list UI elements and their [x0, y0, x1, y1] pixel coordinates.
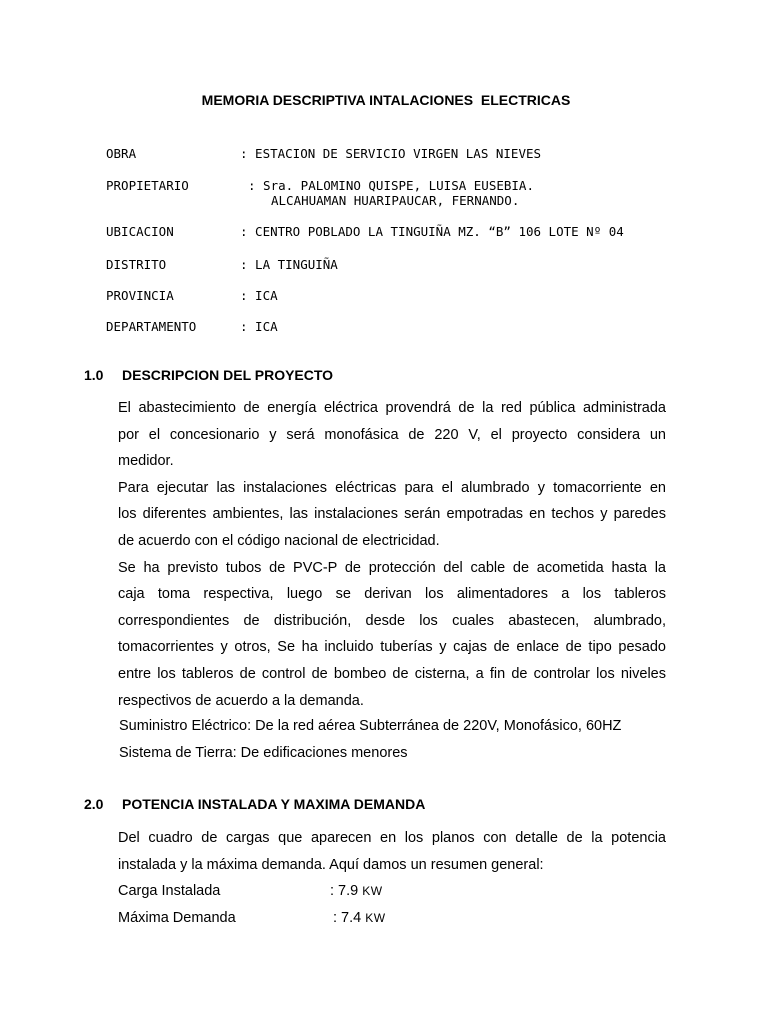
sistema-tierra: Sistema de Tierra: De edificaciones menores	[119, 745, 408, 761]
info-label: PROVINCIA	[106, 288, 174, 303]
section-2-title: POTENCIA INSTALADA Y MAXIMA DEMANDA	[122, 796, 426, 812]
info-value: : LA TINGUIÑA	[240, 257, 338, 272]
suministro-electrico: Suministro Eléctrico: De la red aérea Subterránea de 220V, Monofásico, 60HZ	[119, 718, 622, 734]
info-value: : CENTRO POBLADO LA TINGUIÑA MZ. “B” 106 LOTE Nº 04	[240, 224, 624, 239]
carga-instalada-unit: KW	[362, 884, 383, 898]
info-label: DEPARTAMENTO	[106, 319, 197, 334]
info-label: DISTRITO	[106, 257, 167, 272]
body-line: respectivos de acuerdo a la demanda.	[118, 692, 364, 709]
body-line: los diferentes ambientes, las instalaciones serán empotradas en techos y paredes	[118, 506, 666, 523]
info-label: PROPIETARIO	[106, 178, 189, 193]
body-line: correspondientes de distribución, desde los cuales abastecen, alumbrado,	[118, 612, 666, 629]
section-1-body	[118, 395, 666, 714]
body-line: Se ha previsto tubos de PVC-P de protección del cable de acometida hasta la	[118, 559, 666, 576]
body-line: Del cuadro de cargas que aparecen en los planos con detalle de la potencia	[118, 830, 666, 846]
section-1-number: 1.0	[84, 367, 104, 383]
body-line: medidor.	[118, 453, 174, 470]
info-value-second-line: ALCAHUAMAN HUARIPAUCAR, FERNANDO.	[271, 193, 520, 208]
info-value: : ICA	[240, 319, 278, 334]
carga-instalada-label: Carga Instalada	[118, 883, 221, 899]
carga-instalada-value	[330, 883, 383, 899]
body-line: caja toma respectiva, luego se derivan los alimentadores a los tableros	[118, 586, 666, 603]
section-1-title: DESCRIPCION DEL PROYECTO	[122, 367, 334, 383]
section-2-body	[118, 825, 666, 878]
body-line: entre los tableros de control de bombeo de cisterna, a fin de controlar los niveles	[118, 665, 666, 682]
body-line: por el concesionario y será monofásica de 220 V, el proyecto considera un	[118, 426, 666, 443]
body-line: Para ejecutar las instalaciones eléctricas para el alumbrado y tomacorriente en	[118, 479, 666, 496]
info-label: UBICACION	[106, 224, 174, 239]
info-value: : Sra. PALOMINO QUISPE, LUISA EUSEBIA.	[248, 178, 534, 193]
info-value: : ICA	[240, 288, 278, 303]
maxima-demanda-number: : 7.4	[333, 910, 366, 926]
body-line: El abastecimiento de energía eléctrica provendrá de la red pública administrada	[118, 400, 666, 416]
body-line: de acuerdo con el código nacional de electricidad.	[118, 532, 440, 549]
info-value: : ESTACION DE SERVICIO VIRGEN LAS NIEVES	[240, 146, 542, 161]
maxima-demanda-unit: KW	[365, 911, 386, 925]
body-line: instalada y la máxima demanda. Aquí damos un resumen general:	[118, 856, 544, 873]
info-label: OBRA	[106, 146, 137, 161]
carga-instalada-number: : 7.9	[330, 883, 363, 899]
section-2-number: 2.0	[84, 796, 104, 812]
maxima-demanda-value	[333, 910, 386, 926]
document-title: MEMORIA DESCRIPTIVA INTALACIONES ELECTRICAS	[201, 92, 571, 108]
maxima-demanda-label: Máxima Demanda	[118, 910, 236, 926]
body-line: tomacorrientes y otros, Se ha incluido tuberías y cajas de enlace de tipo pesado	[118, 639, 666, 656]
